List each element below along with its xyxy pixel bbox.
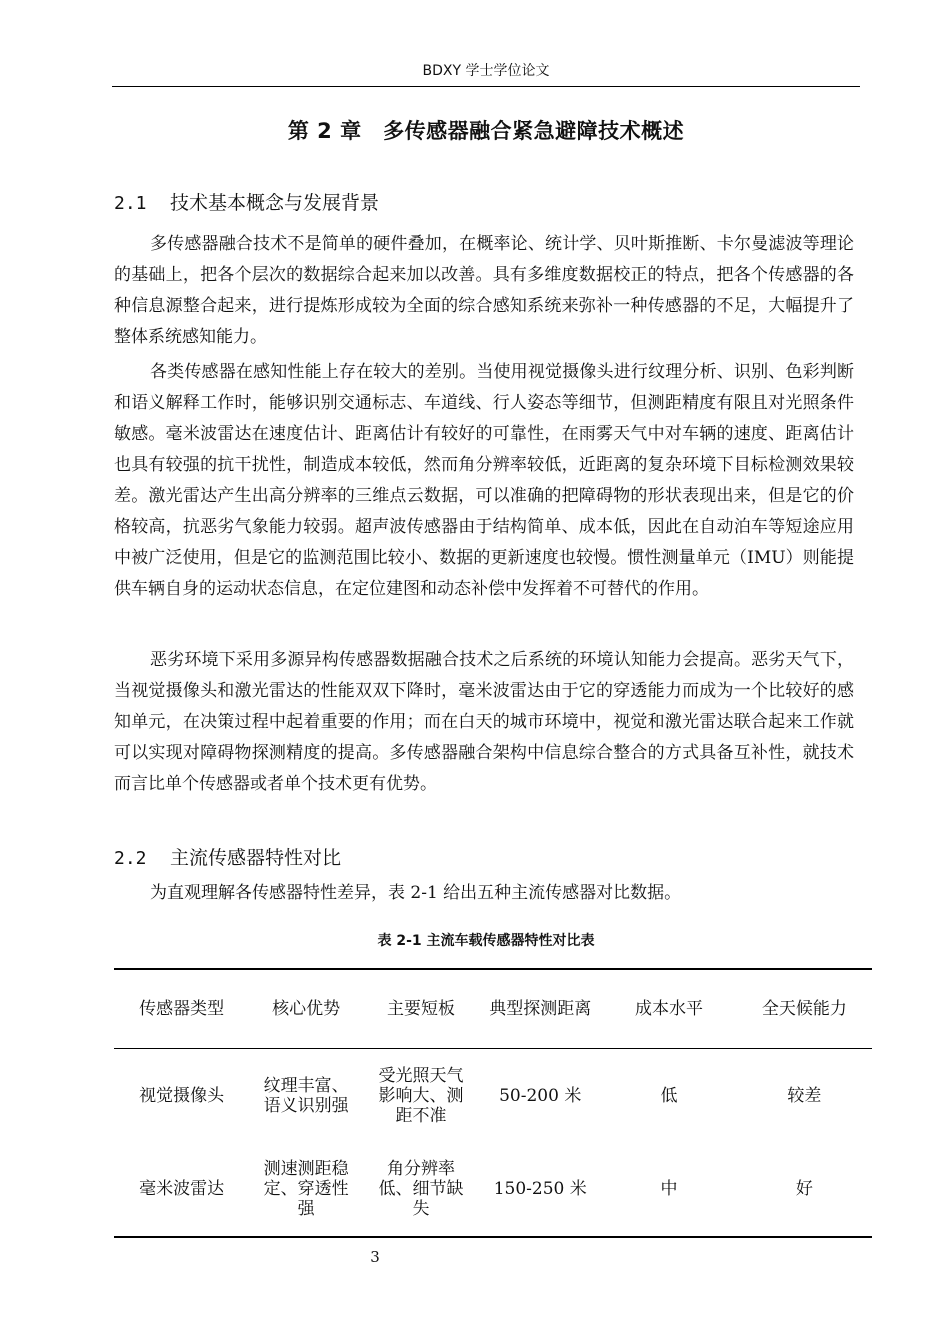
table-cell: 好 xyxy=(795,1179,813,1199)
section-title: 主流传感器特性对比 xyxy=(170,847,342,869)
table-cell: 纹理丰富、语义识别强 xyxy=(263,1075,349,1116)
table-cell: 受光照天气影响大、测距不准 xyxy=(378,1065,464,1126)
column-header: 核心优势 xyxy=(272,999,341,1019)
paragraph: 恶劣环境下采用多源异构传感器数据融合技术之后系统的环境认知能力会提高。恶劣天气下，当视觉摄像头和激光雷达的性能双双下降时，毫米波雷达由于它的穿透能力而成为一个比较好的感知单元，在决策过程中起着重要的作用；而在白天的城市环境中，视觉和激光雷达联合起来工作就可以实现对障碍物探测精度的提高。多传感器融合架构中信息综合整合的方式具备互补性，就技术而言比单个传感器或者单个技术更有优势。 xyxy=(114,650,854,794)
section-heading-2-1 xyxy=(114,188,379,215)
table-row xyxy=(114,1143,872,1237)
paragraph: 各类传感器在感知性能上存在较大的差别。当使用视觉摄像头进行纹理分析、识别、色彩判断和语义解释工作时，能够识别交通标志、车道线、行人姿态等细节，但测距精度有限且对光照条件敏感。毫米波雷达在速度估计、距离估计有较好的可靠性，在雨雾天气中对车辆的速度、距离估计也具有较强的抗干扰性，制造成本较低，然而角分辨率较低，近距离的复杂环境下目标检测效果较差。激光雷达产生出高分辨率的三维点云数据，可以准确的把障碍物的形状表现出来，但是它的价格较高，抗恶劣气象能力较弱。超声波传感器由于结构简单、成本低，因此在自动泊车等短途应用中被广泛使用，但是它的监测范围比较小、数据的更新速度也较慢。惯性测量单元（IMU）则能提供车辆自身的运动状态信息，在定位建图和动态补偿中发挥着不可替代的作用。 xyxy=(114,362,854,599)
table-cell: 低 xyxy=(660,1085,678,1106)
sensor-comparison-table xyxy=(114,968,872,1238)
table-cell: 角分辨率低、细节缺失 xyxy=(378,1159,464,1219)
table-cell: 中 xyxy=(660,1179,678,1199)
paragraph: 多传感器融合技术不是简单的硬件叠加，在概率论、统计学、贝叶斯推断、卡尔曼滤波等理论的基础上，把各个层次的数据综合起来加以改善。具有多维度数据校正的特点，把各个传感器的各种信息源整合起来，进行提炼形成较为全面的综合感知系统来弥补一种传感器的不足，大幅提升了整体系统感知能力。 xyxy=(114,234,854,347)
table-header-row xyxy=(114,969,872,1049)
column-header: 成本水平 xyxy=(635,999,704,1019)
section-number: 2.1 xyxy=(114,193,147,214)
table-cell: 50-200 米 xyxy=(499,1085,582,1106)
table-row xyxy=(114,1049,872,1143)
table-caption: 表 2-1 主流车载传感器特性对比表 xyxy=(377,933,595,949)
table-cell: 较差 xyxy=(787,1085,822,1106)
section-intro: 为直观理解各传感器特性差异，表 2-1 给出五种主流传感器对比数据。 xyxy=(150,883,682,903)
column-header: 主要短板 xyxy=(387,999,456,1019)
table-cell: 视觉摄像头 xyxy=(139,1085,225,1106)
column-header: 全天候能力 xyxy=(761,999,847,1019)
table-cell: 150-250 米 xyxy=(493,1179,587,1199)
column-header: 传感器类型 xyxy=(139,999,225,1019)
page-number: 3 xyxy=(370,1248,380,1266)
column-header: 典型探测距离 xyxy=(489,999,592,1019)
table-cell: 测速测距稳定、穿透性强 xyxy=(263,1159,349,1219)
table-cell: 毫米波雷达 xyxy=(139,1179,225,1199)
section-heading-2-2 xyxy=(114,843,341,870)
running-header: BDXY 学士学位论文 xyxy=(112,60,860,87)
section-title: 技术基本概念与发展背景 xyxy=(170,192,380,214)
chapter-title: 第 2 章 多传感器融合紧急避障技术概述 xyxy=(287,119,685,143)
section-number: 2.2 xyxy=(114,848,147,869)
